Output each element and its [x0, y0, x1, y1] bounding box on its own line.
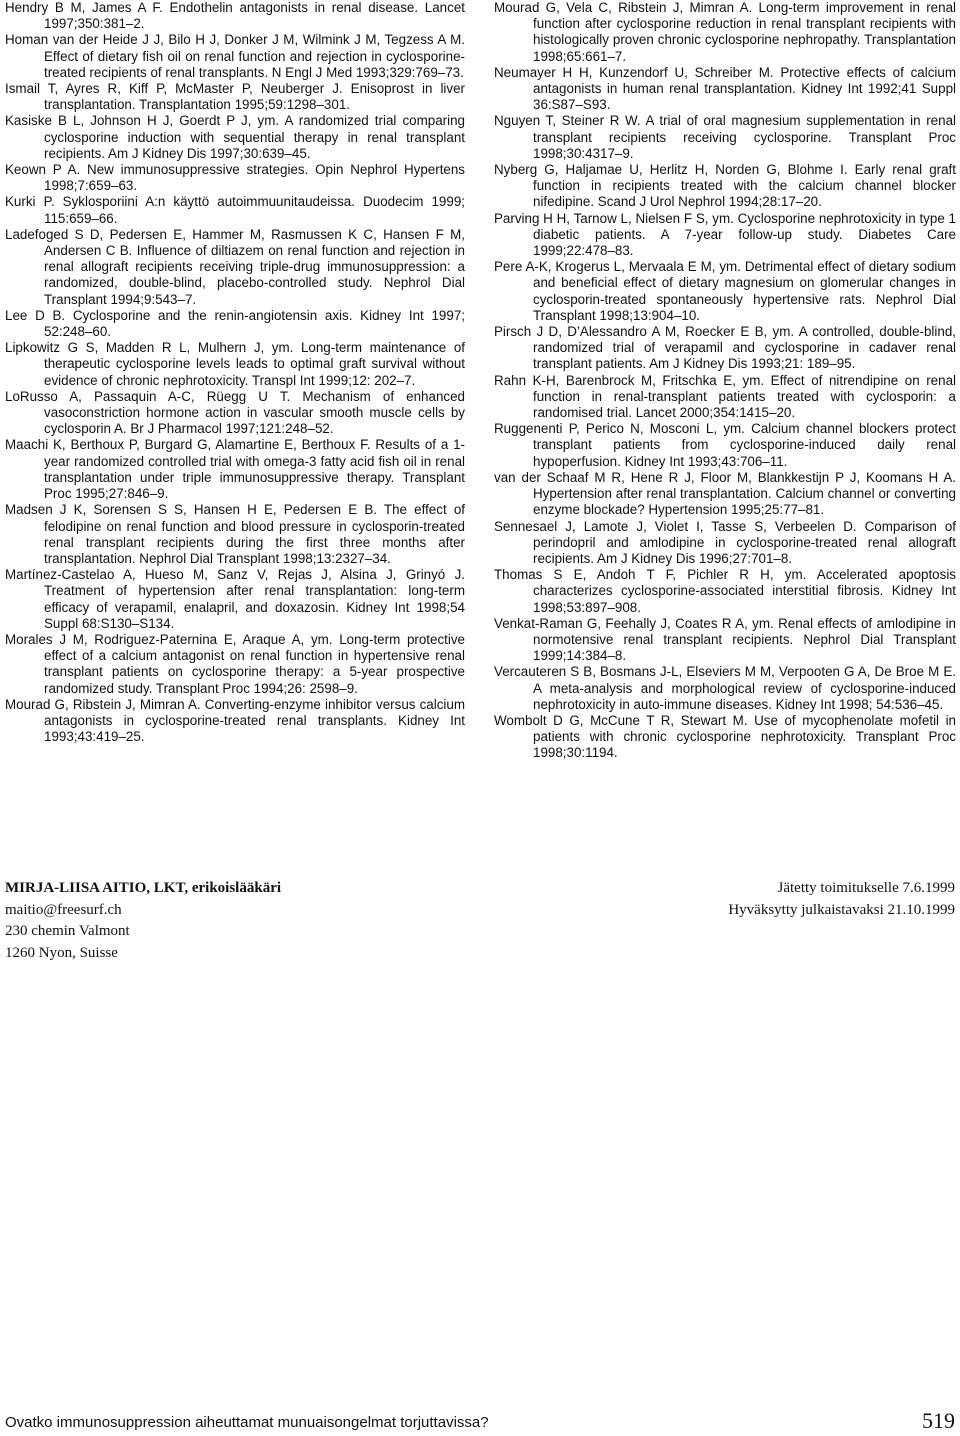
reference-entry: Nguyen T, Steiner R W. A trial of oral magnesium supplementation in renal transplant recipients receiving cyclosporine. Transplant Proc 1998;30:4317–9.: [494, 113, 956, 161]
reference-entry: Lipkowitz G S, Madden R L, Mulhern J, ym. Long-term maintenance of therapeutic cyclosporine levels leads to optimal graft survival without evidence of chronic nephrotoxicity. Transpl Int 1999;12: 202–7.: [5, 340, 465, 388]
reference-entry: Kasiske B L, Johnson H J, Goerdt P J, ym. A randomized trial comparing cyclosporine induction with sequential therapy in renal transplant recipients. Am J Kidney Dis 1997;30:639–45.: [5, 113, 465, 161]
reference-entry: Ismail T, Ayres R, Kiff P, McMaster P, Neuberger J. Enisoprost in liver transplantation. Transplantation 1995;59:1298–301.: [5, 81, 465, 113]
reference-entry: LoRusso A, Passaquin A-C, Rüegg U T. Mechanism of enhanced vasoconstriction hormone action in vascular smooth muscle cells by cyclosporin A. Br J Pharmacol 1997;121:248–52.: [5, 388, 465, 437]
reference-entry: Hendry B M, James A F. Endothelin antagonists in renal disease. Lancet 1997;350:381–2.: [5, 0, 465, 32]
page-number: 519: [922, 1408, 955, 1433]
reference-entry: Ruggenenti P, Perico N, Mosconi L, ym. Calcium channel blockers protect transplant patients from cyclosporine-induced daily renal hypoperfusion. Kidney Int 1993;43:706–11.: [494, 421, 956, 469]
reference-entry: Neumayer H H, Kunzendorf U, Schreiber M. Protective effects of calcium antagonists in human renal transplantation. Kidney Int 1992;41 Suppl 36:S87–S93.: [494, 64, 956, 113]
author-address-line: 230 chemin Valmont: [5, 923, 130, 939]
reference-entry: Sennesael J, Lamote J, Violet I, Tasse S, Verbeelen D. Comparison of perindopril and amlodipine in cyclosporine-treated renal allograft recipients. Am J Kidney Dis 1996;27:701–8.: [494, 518, 956, 566]
received-date: Jätetty toimitukselle 7.6.1999: [777, 880, 955, 896]
reference-entry: Mourad G, Ribstein J, Mimran A. Converting-enzyme inhibitor versus calcium antagonists in cyclosporine-treated renal transplants. Kidney Int 1993;43:419–25.: [5, 696, 465, 745]
reference-entry: Nyberg G, Haljamae U, Herlitz H, Norden G, Blohme I. Early renal graft function in recipients treated with the calcium channel blocker nifedipine. Scand J Urol Nephrol 1994;28:17–20.: [494, 162, 956, 210]
reference-entry: Keown P A. New immunosuppressive strategies. Opin Nephrol Hypertens 1998;7:659–63.: [5, 162, 465, 194]
reference-list-left: [5, 0, 465, 745]
reference-entry: Rahn K-H, Barenbrock M, Fritschka E, ym. Effect of nitrendipine on renal function in renal-transplant patients treated with cyclosporin: a randomised trial. Lancet 2000;354:1415–20.: [494, 372, 956, 421]
reference-entry: Mourad G, Vela C, Ribstein J, Mimran A. Long-term improvement in renal function after cyclosporine reduction in renal transplant recipients with histologically proven chronic cyclosporine nephropathy. Transplantation 1998;65:661–7.: [494, 0, 956, 64]
reference-entry: Parving H H, Tarnow L, Nielsen F S, ym. Cyclosporine nephrotoxicity in type 1 diabetic patients. A 7-year follow-up study. Diabetes Care 1999;22:478–83.: [494, 210, 956, 259]
reference-entry: Homan van der Heide J J, Bilo H J, Donker J M, Wilmink J M, Tegzess A M. Effect of dietary fish oil on renal function and rejection in cyclosporine-treated recipients of renal transplants. N Engl J Med 1993;329:769–73.: [5, 32, 465, 80]
reference-entry: Martínez-Castelao A, Hueso M, Sanz V, Rejas J, Alsina J, Grinyó J. Treatment of hypertension after renal transplantation: long-term efficacy of verapamil, enalapril, and doxazosin. Kidney Int 1998;54 Suppl 68:S130–S134.: [5, 567, 465, 631]
reference-entry: Morales J M, Rodriguez-Paternina E, Araque A, ym. Long-term protective effect of a calcium antagonist on renal function in hypertensive renal transplant patients on cyclosporine therapy: a 5-year prospective randomized study. Transplant Proc 1994;26: 2598–9.: [5, 631, 465, 696]
reference-list-right: [494, 0, 956, 762]
reference-entry: Madsen J K, Sorensen S S, Hansen H E, Pedersen E B. The effect of felodipine on renal function and blood pressure in cyclosporin-treated renal transplant recipients during the first three months after transplantation. Nephrol Dial Transplant 1998;13:2327–34.: [5, 502, 465, 566]
author-block: [5, 878, 281, 964]
author-name: MIRJA-LIISA AITIO, LKT, erikoislääkäri: [5, 880, 282, 896]
author-email[interactable]: maitio@freesurf.ch: [5, 901, 122, 918]
reference-entry: Venkat-Raman G, Feehally J, Coates R A, ym. Renal effects of amlodipine in normotensive renal transplant recipients. Nephrol Dial Transplant 1999;14:384–8.: [494, 615, 956, 664]
reference-entry: Wombolt D G, McCune T R, Stewart M. Use of mycophenolate mofetil in patients with chronic cyclosporine nephrotoxicity. Transplant Proc 1998;30:1194.: [494, 712, 956, 761]
reference-entry: Thomas S E, Andoh T F, Pichler R H, ym. Accelerated apoptosis characterizes cyclosporine-associated interstitial fibrosis. Kidney Int 1998;53:897–908.: [494, 567, 956, 615]
reference-entry: Vercauteren S B, Bosmans J-L, Elseviers M M, Verpooten G A, De Broe M E. A meta-analysis and morphological review of cyclosporine-induced nephrotoxicity in auto-immune diseases. Kidney Int 1998; 54:536–45.: [494, 664, 956, 712]
reference-entry: van der Schaaf M R, Hene R J, Floor M, Blankkestijn P J, Koomans H A. Hypertension after renal transplantation. Calcium channel or converting enzyme blockade? Hypertension 1995;25:77–81.: [494, 469, 956, 518]
reference-entry: Ladefoged S D, Pedersen E, Hammer M, Rasmussen K C, Hansen F M, Andersen C B. Influence of diltiazem on renal function and rejection in renal allograft recipients receiving triple-drug immunosuppression: a randomized, double-blind, placebo-controlled study. Nephrol Dial Transplant 1994;9:543–7.: [5, 226, 465, 307]
reference-entry: Maachi K, Berthoux P, Burgard G, Alamartine E, Berthoux F. Results of a 1-year randomized controlled trial with omega-3 fatty acid fish oil in renal transplantation under triple immunosuppressive therapy. Transplant Proc 1995;27:846–9.: [5, 437, 465, 502]
author-address-line: 1260 Nyon, Suisse: [5, 944, 118, 961]
reference-entry: Kurki P. Syklosporiini A:n käyttö autoimmuunitaudeissa. Duodecim 1999; 115:659–66.: [5, 194, 465, 226]
submission-dates: [655, 878, 955, 921]
reference-entry: Pere A-K, Krogerus L, Mervaala E M, ym. Detrimental effect of dietary sodium and beneficial effect of dietary magnesium on glomerular changes in cyclosporin-treated spontaneously hypertensive rats. Nephrol Dial Transplant 1998;13:904–10.: [494, 259, 956, 323]
running-footer-title: Ovatko immunosuppression aiheuttamat munuaisongelmat torjuttavissa?: [5, 1414, 489, 1431]
reference-entry: Lee D B. Cyclosporine and the renin-angiotensin axis. Kidney Int 1997; 52:248–60.: [5, 307, 465, 340]
reference-entry: Pirsch J D, D’Alessandro A M, Roecker E B, ym. A controlled, double-blind, randomized trial of verapamil and cyclosporine in cadaver renal transplant patients. Am J Kidney Dis 1993;21: 189–95.: [494, 324, 956, 372]
accepted-date: Hyväksytty julkaistavaksi 21.10.1999: [728, 901, 955, 918]
